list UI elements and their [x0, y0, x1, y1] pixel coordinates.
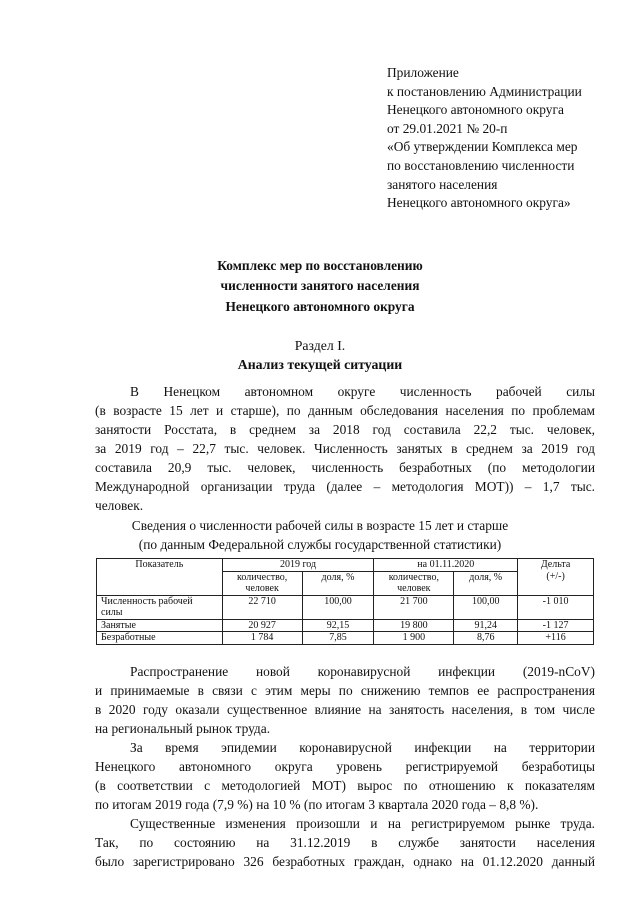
section-header: [0, 336, 640, 374]
paragraph-line: было зарегистрировано 326 безработных граждан, однако на 01.12.2020 данный: [95, 854, 595, 869]
table-header-row: [97, 559, 594, 572]
paragraph-line: Существенные изменения произошли и на регистрируемом рынке труда.: [130, 816, 595, 831]
paragraph-line: составила 20,9 тыс. человек, численность безработных (по методологии: [95, 460, 595, 475]
paragraph-line: Ненецкого автономного округа уровень регистрируемой безработицы: [95, 759, 595, 774]
paragraph-3: [95, 738, 595, 814]
cell-qty-2019: 20 927: [222, 619, 302, 632]
paragraph-line: и принимаемые в связи с этим меры по снижению темпов ее распространения: [95, 683, 595, 698]
title-line: численности занятого населения: [220, 278, 420, 294]
cell-share-2020: 91,24: [454, 619, 518, 632]
cell-delta: -1 127: [518, 619, 594, 632]
row-indicator: Занятые: [97, 619, 223, 632]
table-row: [97, 632, 594, 645]
appendix-line: к постановлению Администрации: [387, 83, 582, 99]
subheader-share: доля, %: [454, 571, 518, 595]
row-indicator: [97, 595, 223, 619]
header-delta: [518, 559, 594, 596]
caption-line: (по данным Федеральной службы государственной статистики): [138, 537, 502, 552]
appendix-line: Ненецкого автономного округа: [387, 102, 564, 118]
paragraph-4: [95, 814, 595, 871]
row-indicator: Безработные: [97, 632, 223, 645]
cell-share-2020: 100,00: [454, 595, 518, 619]
paragraph-line: (в соответствии с методологией МОТ) вырос по отношению к показателям: [95, 778, 595, 793]
paragraph-line: в 2020 году оказали существенное влияние на занятость населения, в том числе: [95, 702, 595, 717]
document-title: [0, 256, 640, 317]
subheader-qty-l2: человек: [245, 583, 279, 594]
paragraph-line: За время эпидемии коронавирусной инфекции на территории: [130, 740, 595, 755]
subheader-qty-l1: количество,: [388, 571, 439, 583]
header-2019: 2019 год: [222, 559, 374, 572]
appendix-line: «Об утверждении Комплекса мер: [387, 139, 578, 155]
subheader-share: доля, %: [302, 571, 374, 595]
cell-qty-2020: 21 700: [374, 595, 454, 619]
cell-qty-2020: 19 800: [374, 619, 454, 632]
paragraph-line: В Ненецком автономном округе численность рабочей силы: [130, 384, 595, 399]
appendix-line: занятого населения: [387, 176, 498, 192]
header-delta-sub: (+/-): [546, 570, 565, 582]
appendix-line: по восстановлению численности: [387, 157, 575, 173]
cell-qty-2019: 22 710: [222, 595, 302, 619]
paragraph-line: Международной организации труда (далее – методология МОТ)) – 1,7 тыс.: [95, 479, 595, 494]
appendix-header: [387, 64, 582, 213]
paragraph-line: по итогам 2019 года (7,9 %) на 10 % (по итогам 3 квартала 2020 года – 8,8 %).: [95, 797, 539, 812]
paragraph-line: за 2019 год – 22,7 тыс. человек. Численность занятых в среднем за 2019 год: [95, 441, 595, 456]
table-caption: [0, 516, 640, 554]
paragraph-line: Распространение новой коронавирусной инфекции (2019-nCoV): [130, 664, 595, 679]
paragraph-2: [95, 662, 595, 738]
cell-qty-2019: 1 784: [222, 632, 302, 645]
subheader-qty-l1: количество,: [237, 571, 288, 583]
title-line: Ненецкого автономного округа: [225, 298, 415, 314]
section-number: Раздел I.: [294, 338, 346, 353]
caption-line: Сведения о численности рабочей силы в возрасте 15 лет и старше: [131, 518, 509, 533]
subheader-qty-l2: человек: [397, 583, 431, 594]
header-indicator: Показатель: [97, 559, 223, 596]
header-delta-label: Дельта: [540, 559, 571, 570]
section-heading: Анализ текущей ситуации: [237, 357, 403, 372]
row-indicator-l1: Численность рабочей: [101, 595, 193, 607]
title-line: Комплекс мер по восстановлению: [217, 258, 423, 273]
subheader-qty: [222, 571, 302, 595]
cell-share-2019: 7,85: [302, 632, 374, 645]
paragraph-line: занятости Росстата, в среднем за 2018 год составила 22,2 тыс. человек,: [95, 422, 595, 437]
appendix-line: от 29.01.2021 № 20-п: [387, 120, 508, 136]
appendix-line: Приложение: [387, 65, 459, 80]
paragraph-line: (в возрасте 15 лет и старше), по данным обследования населения по проблемам: [95, 403, 595, 418]
table-row: [97, 619, 594, 632]
paragraph-line: на региональный рынок труда.: [95, 721, 271, 736]
cell-share-2019: 100,00: [302, 595, 374, 619]
cell-share-2019: 92,15: [302, 619, 374, 632]
appendix-line: Ненецкого автономного округа»: [387, 195, 571, 211]
paragraph-line: Так, по состоянию на 31.12.2019 в службе занятости населения: [95, 835, 595, 850]
subheader-qty: [374, 571, 454, 595]
cell-qty-2020: 1 900: [374, 632, 454, 645]
cell-delta: -1 010: [518, 595, 594, 619]
labor-force-table: [96, 558, 594, 645]
cell-delta: +116: [518, 632, 594, 645]
header-2020: на 01.11.2020: [374, 559, 518, 572]
paragraph-1: [95, 382, 595, 515]
table-row: [97, 595, 594, 619]
row-indicator-l2: силы: [101, 607, 123, 618]
cell-share-2020: 8,76: [454, 632, 518, 645]
paragraph-line: человек.: [95, 498, 144, 513]
